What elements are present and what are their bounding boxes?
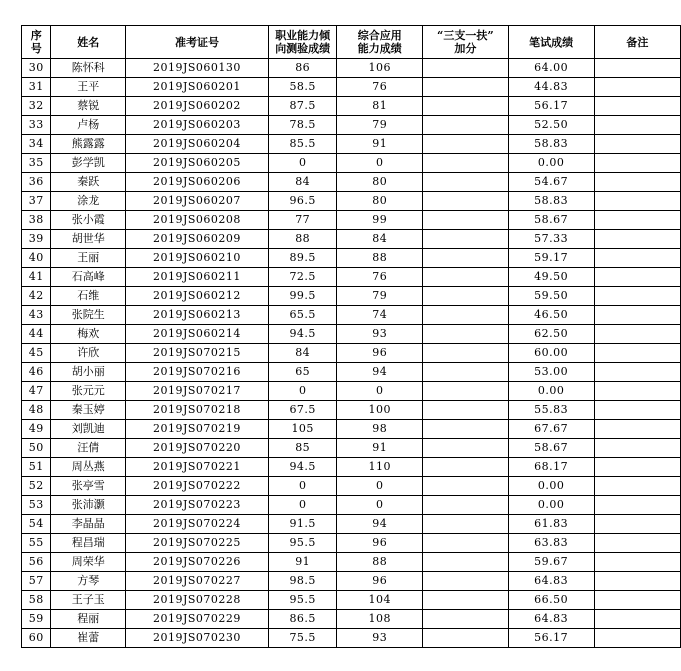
cell-name: 卢杨 xyxy=(51,116,125,135)
cell-comprehensive: 104 xyxy=(337,591,423,610)
cell-remarks xyxy=(594,458,680,477)
cell-written: 56.17 xyxy=(508,629,594,648)
cell-written: 63.83 xyxy=(508,534,594,553)
header-seq xyxy=(22,26,51,59)
cell-exam-id: 2019JS070218 xyxy=(125,401,268,420)
cell-comprehensive: 94 xyxy=(337,363,423,382)
cell-comprehensive: 80 xyxy=(337,192,423,211)
cell-comprehensive: 80 xyxy=(337,173,423,192)
cell-bonus xyxy=(423,439,509,458)
cell-exam-id: 2019JS060130 xyxy=(125,59,268,78)
cell-written: 64.83 xyxy=(508,572,594,591)
cell-written: 57.33 xyxy=(508,230,594,249)
cell-seq: 54 xyxy=(22,515,51,534)
cell-aptitude: 96.5 xyxy=(268,192,336,211)
cell-aptitude: 0 xyxy=(268,382,336,401)
cell-written: 61.83 xyxy=(508,515,594,534)
cell-seq: 44 xyxy=(22,325,51,344)
cell-remarks xyxy=(594,268,680,287)
cell-name: 涂龙 xyxy=(51,192,125,211)
cell-name: 刘凯迪 xyxy=(51,420,125,439)
cell-comprehensive: 100 xyxy=(337,401,423,420)
cell-written: 52.50 xyxy=(508,116,594,135)
table-row xyxy=(22,154,681,173)
cell-name: 熊露露 xyxy=(51,135,125,154)
cell-bonus xyxy=(423,515,509,534)
cell-comprehensive: 91 xyxy=(337,135,423,154)
header-aptitude-line1: 职业能力倾 xyxy=(275,29,331,42)
cell-written: 68.17 xyxy=(508,458,594,477)
cell-name: 石高峰 xyxy=(51,268,125,287)
cell-remarks xyxy=(594,249,680,268)
cell-seq: 31 xyxy=(22,78,51,97)
cell-written: 62.50 xyxy=(508,325,594,344)
table-row xyxy=(22,211,681,230)
cell-written: 58.67 xyxy=(508,211,594,230)
cell-name: 秦玉婷 xyxy=(51,401,125,420)
cell-bonus xyxy=(423,192,509,211)
header-bonus-line1: “三支一扶” xyxy=(437,29,494,42)
cell-exam-id: 2019JS060214 xyxy=(125,325,268,344)
cell-name: 程昌瑞 xyxy=(51,534,125,553)
cell-bonus xyxy=(423,287,509,306)
cell-comprehensive: 106 xyxy=(337,59,423,78)
cell-seq: 36 xyxy=(22,173,51,192)
cell-remarks xyxy=(594,211,680,230)
cell-name: 王子玉 xyxy=(51,591,125,610)
cell-written: 60.00 xyxy=(508,344,594,363)
table-body xyxy=(22,59,681,648)
cell-name: 蔡锐 xyxy=(51,97,125,116)
cell-exam-id: 2019JS060207 xyxy=(125,192,268,211)
table-row xyxy=(22,477,681,496)
score-table xyxy=(21,25,681,648)
cell-seq: 33 xyxy=(22,116,51,135)
cell-seq: 35 xyxy=(22,154,51,173)
table-row xyxy=(22,344,681,363)
header-seq-line2: 号 xyxy=(30,42,42,55)
cell-written: 66.50 xyxy=(508,591,594,610)
table-row xyxy=(22,439,681,458)
cell-comprehensive: 88 xyxy=(337,249,423,268)
cell-seq: 55 xyxy=(22,534,51,553)
cell-remarks xyxy=(594,420,680,439)
cell-exam-id: 2019JS070221 xyxy=(125,458,268,477)
cell-exam-id: 2019JS060202 xyxy=(125,97,268,116)
cell-bonus xyxy=(423,249,509,268)
cell-aptitude: 105 xyxy=(268,420,336,439)
cell-name: 周荣华 xyxy=(51,553,125,572)
cell-seq: 30 xyxy=(22,59,51,78)
cell-seq: 45 xyxy=(22,344,51,363)
cell-bonus xyxy=(423,154,509,173)
cell-aptitude: 84 xyxy=(268,173,336,192)
header-comprehensive-line2: 能力成绩 xyxy=(357,42,402,55)
cell-name: 崔蕾 xyxy=(51,629,125,648)
header-name: 姓名 xyxy=(51,26,125,59)
cell-written: 59.50 xyxy=(508,287,594,306)
cell-aptitude: 65.5 xyxy=(268,306,336,325)
cell-aptitude: 75.5 xyxy=(268,629,336,648)
cell-bonus xyxy=(423,401,509,420)
cell-comprehensive: 76 xyxy=(337,268,423,287)
table-row xyxy=(22,553,681,572)
table-row xyxy=(22,591,681,610)
cell-bonus xyxy=(423,591,509,610)
cell-bonus xyxy=(423,78,509,97)
cell-remarks xyxy=(594,306,680,325)
cell-exam-id: 2019JS060211 xyxy=(125,268,268,287)
table-row xyxy=(22,230,681,249)
cell-bonus xyxy=(423,268,509,287)
cell-exam-id: 2019JS060212 xyxy=(125,287,268,306)
cell-name: 方琴 xyxy=(51,572,125,591)
cell-remarks xyxy=(594,629,680,648)
cell-exam-id: 2019JS070226 xyxy=(125,553,268,572)
cell-seq: 57 xyxy=(22,572,51,591)
cell-written: 64.83 xyxy=(508,610,594,629)
cell-seq: 52 xyxy=(22,477,51,496)
cell-remarks xyxy=(594,591,680,610)
cell-name: 陈怀科 xyxy=(51,59,125,78)
cell-seq: 60 xyxy=(22,629,51,648)
cell-written: 54.67 xyxy=(508,173,594,192)
cell-name: 彭学凯 xyxy=(51,154,125,173)
cell-remarks xyxy=(594,78,680,97)
cell-aptitude: 87.5 xyxy=(268,97,336,116)
cell-seq: 40 xyxy=(22,249,51,268)
cell-remarks xyxy=(594,401,680,420)
cell-name: 胡小丽 xyxy=(51,363,125,382)
cell-seq: 37 xyxy=(22,192,51,211)
cell-bonus xyxy=(423,173,509,192)
cell-aptitude: 78.5 xyxy=(268,116,336,135)
table-row xyxy=(22,97,681,116)
cell-exam-id: 2019JS070217 xyxy=(125,382,268,401)
cell-name: 秦跃 xyxy=(51,173,125,192)
cell-seq: 46 xyxy=(22,363,51,382)
header-bonus xyxy=(423,26,509,59)
cell-written: 67.67 xyxy=(508,420,594,439)
cell-exam-id: 2019JS070227 xyxy=(125,572,268,591)
cell-exam-id: 2019JS060208 xyxy=(125,211,268,230)
cell-comprehensive: 96 xyxy=(337,344,423,363)
table-row xyxy=(22,610,681,629)
cell-aptitude: 89.5 xyxy=(268,249,336,268)
cell-written: 0.00 xyxy=(508,382,594,401)
table-row xyxy=(22,515,681,534)
cell-remarks xyxy=(594,515,680,534)
cell-comprehensive: 79 xyxy=(337,116,423,135)
cell-remarks xyxy=(594,135,680,154)
cell-name: 张亭雪 xyxy=(51,477,125,496)
cell-seq: 32 xyxy=(22,97,51,116)
cell-comprehensive: 0 xyxy=(337,382,423,401)
cell-written: 55.83 xyxy=(508,401,594,420)
cell-seq: 51 xyxy=(22,458,51,477)
cell-name: 张元元 xyxy=(51,382,125,401)
cell-comprehensive: 79 xyxy=(337,287,423,306)
cell-written: 58.67 xyxy=(508,439,594,458)
cell-bonus xyxy=(423,230,509,249)
cell-exam-id: 2019JS060213 xyxy=(125,306,268,325)
cell-exam-id: 2019JS060204 xyxy=(125,135,268,154)
cell-comprehensive: 0 xyxy=(337,477,423,496)
cell-exam-id: 2019JS070219 xyxy=(125,420,268,439)
cell-exam-id: 2019JS060203 xyxy=(125,116,268,135)
table-row xyxy=(22,534,681,553)
cell-comprehensive: 98 xyxy=(337,420,423,439)
cell-written: 58.83 xyxy=(508,192,594,211)
cell-bonus xyxy=(423,458,509,477)
cell-remarks xyxy=(594,192,680,211)
cell-seq: 39 xyxy=(22,230,51,249)
cell-comprehensive: 76 xyxy=(337,78,423,97)
table-row xyxy=(22,629,681,648)
table-row xyxy=(22,78,681,97)
table-row xyxy=(22,420,681,439)
cell-seq: 49 xyxy=(22,420,51,439)
cell-bonus xyxy=(423,306,509,325)
header-comprehensive xyxy=(337,26,423,59)
cell-bonus xyxy=(423,116,509,135)
cell-aptitude: 0 xyxy=(268,154,336,173)
cell-aptitude: 85 xyxy=(268,439,336,458)
cell-written: 46.50 xyxy=(508,306,594,325)
table-row xyxy=(22,116,681,135)
table-row xyxy=(22,363,681,382)
cell-name: 张沛灏 xyxy=(51,496,125,515)
cell-comprehensive: 96 xyxy=(337,534,423,553)
cell-exam-id: 2019JS070222 xyxy=(125,477,268,496)
cell-remarks xyxy=(594,344,680,363)
header-aptitude-line2: 向测验成绩 xyxy=(275,42,331,55)
cell-written: 56.17 xyxy=(508,97,594,116)
cell-bonus xyxy=(423,97,509,116)
cell-aptitude: 86.5 xyxy=(268,610,336,629)
cell-exam-id: 2019JS070230 xyxy=(125,629,268,648)
cell-written: 58.83 xyxy=(508,135,594,154)
cell-aptitude: 91.5 xyxy=(268,515,336,534)
cell-seq: 59 xyxy=(22,610,51,629)
cell-name: 石维 xyxy=(51,287,125,306)
cell-bonus xyxy=(423,325,509,344)
table-row xyxy=(22,325,681,344)
cell-exam-id: 2019JS070224 xyxy=(125,515,268,534)
cell-remarks xyxy=(594,173,680,192)
cell-exam-id: 2019JS060209 xyxy=(125,230,268,249)
cell-remarks xyxy=(594,97,680,116)
cell-aptitude: 77 xyxy=(268,211,336,230)
cell-comprehensive: 0 xyxy=(337,154,423,173)
cell-comprehensive: 94 xyxy=(337,515,423,534)
cell-exam-id: 2019JS070223 xyxy=(125,496,268,515)
cell-name: 梅欢 xyxy=(51,325,125,344)
cell-written: 44.83 xyxy=(508,78,594,97)
cell-remarks xyxy=(594,477,680,496)
cell-comprehensive: 88 xyxy=(337,553,423,572)
cell-remarks xyxy=(594,610,680,629)
cell-exam-id: 2019JS060206 xyxy=(125,173,268,192)
cell-bonus xyxy=(423,59,509,78)
cell-aptitude: 85.5 xyxy=(268,135,336,154)
cell-aptitude: 67.5 xyxy=(268,401,336,420)
cell-name: 周丛燕 xyxy=(51,458,125,477)
cell-comprehensive: 93 xyxy=(337,629,423,648)
header-bonus-line2: 加分 xyxy=(454,42,477,55)
cell-remarks xyxy=(594,287,680,306)
cell-seq: 43 xyxy=(22,306,51,325)
cell-comprehensive: 99 xyxy=(337,211,423,230)
cell-bonus xyxy=(423,363,509,382)
cell-comprehensive: 0 xyxy=(337,496,423,515)
cell-remarks xyxy=(594,116,680,135)
cell-name: 胡世华 xyxy=(51,230,125,249)
cell-remarks xyxy=(594,572,680,591)
cell-aptitude: 0 xyxy=(268,496,336,515)
cell-written: 0.00 xyxy=(508,154,594,173)
cell-written: 0.00 xyxy=(508,477,594,496)
header-seq-line1: 序 xyxy=(30,29,42,42)
cell-bonus xyxy=(423,534,509,553)
cell-aptitude: 88 xyxy=(268,230,336,249)
cell-comprehensive: 93 xyxy=(337,325,423,344)
header-comprehensive-line1: 综合应用 xyxy=(357,29,402,42)
cell-name: 王丽 xyxy=(51,249,125,268)
table-row xyxy=(22,287,681,306)
cell-aptitude: 84 xyxy=(268,344,336,363)
cell-aptitude: 86 xyxy=(268,59,336,78)
cell-name: 王平 xyxy=(51,78,125,97)
cell-name: 张小霞 xyxy=(51,211,125,230)
cell-remarks xyxy=(594,553,680,572)
header-exam-id: 准考证号 xyxy=(125,26,268,59)
cell-aptitude: 91 xyxy=(268,553,336,572)
cell-seq: 47 xyxy=(22,382,51,401)
cell-remarks xyxy=(594,59,680,78)
cell-aptitude: 65 xyxy=(268,363,336,382)
table-row xyxy=(22,306,681,325)
cell-exam-id: 2019JS070220 xyxy=(125,439,268,458)
cell-written: 0.00 xyxy=(508,496,594,515)
table-row xyxy=(22,458,681,477)
cell-exam-id: 2019JS060205 xyxy=(125,154,268,173)
cell-comprehensive: 74 xyxy=(337,306,423,325)
cell-name: 许欣 xyxy=(51,344,125,363)
cell-remarks xyxy=(594,382,680,401)
cell-aptitude: 0 xyxy=(268,477,336,496)
cell-remarks xyxy=(594,439,680,458)
cell-exam-id: 2019JS070216 xyxy=(125,363,268,382)
cell-bonus xyxy=(423,629,509,648)
cell-written: 59.67 xyxy=(508,553,594,572)
cell-written: 64.00 xyxy=(508,59,594,78)
cell-bonus xyxy=(423,610,509,629)
cell-exam-id: 2019JS070225 xyxy=(125,534,268,553)
table-row xyxy=(22,572,681,591)
cell-aptitude: 95.5 xyxy=(268,591,336,610)
header-remarks: 备注 xyxy=(594,26,680,59)
cell-seq: 58 xyxy=(22,591,51,610)
cell-aptitude: 94.5 xyxy=(268,458,336,477)
cell-remarks xyxy=(594,154,680,173)
table-row xyxy=(22,59,681,78)
cell-name: 程丽 xyxy=(51,610,125,629)
cell-comprehensive: 108 xyxy=(337,610,423,629)
cell-aptitude: 99.5 xyxy=(268,287,336,306)
cell-seq: 50 xyxy=(22,439,51,458)
table-row xyxy=(22,173,681,192)
cell-remarks xyxy=(594,496,680,515)
cell-exam-id: 2019JS070215 xyxy=(125,344,268,363)
cell-aptitude: 98.5 xyxy=(268,572,336,591)
table-row xyxy=(22,192,681,211)
cell-aptitude: 72.5 xyxy=(268,268,336,287)
cell-name: 汪倩 xyxy=(51,439,125,458)
cell-bonus xyxy=(423,382,509,401)
cell-bonus xyxy=(423,572,509,591)
cell-aptitude: 95.5 xyxy=(268,534,336,553)
cell-seq: 48 xyxy=(22,401,51,420)
cell-exam-id: 2019JS070228 xyxy=(125,591,268,610)
cell-bonus xyxy=(423,135,509,154)
cell-written: 59.17 xyxy=(508,249,594,268)
table-row xyxy=(22,249,681,268)
cell-seq: 56 xyxy=(22,553,51,572)
cell-bonus xyxy=(423,420,509,439)
cell-bonus xyxy=(423,496,509,515)
cell-comprehensive: 96 xyxy=(337,572,423,591)
cell-comprehensive: 110 xyxy=(337,458,423,477)
cell-remarks xyxy=(594,363,680,382)
table-row xyxy=(22,401,681,420)
cell-comprehensive: 91 xyxy=(337,439,423,458)
header-written: 笔试成绩 xyxy=(508,26,594,59)
cell-remarks xyxy=(594,534,680,553)
cell-remarks xyxy=(594,325,680,344)
cell-exam-id: 2019JS070229 xyxy=(125,610,268,629)
cell-comprehensive: 84 xyxy=(337,230,423,249)
table-row xyxy=(22,496,681,515)
cell-seq: 34 xyxy=(22,135,51,154)
header-row xyxy=(22,26,681,59)
cell-seq: 38 xyxy=(22,211,51,230)
table-row xyxy=(22,268,681,287)
cell-aptitude: 58.5 xyxy=(268,78,336,97)
cell-aptitude: 94.5 xyxy=(268,325,336,344)
cell-name: 李晶晶 xyxy=(51,515,125,534)
table-row xyxy=(22,382,681,401)
header-aptitude xyxy=(268,26,336,59)
cell-seq: 41 xyxy=(22,268,51,287)
cell-seq: 42 xyxy=(22,287,51,306)
table-row xyxy=(22,135,681,154)
cell-exam-id: 2019JS060201 xyxy=(125,78,268,97)
cell-bonus xyxy=(423,211,509,230)
cell-bonus xyxy=(423,344,509,363)
cell-exam-id: 2019JS060210 xyxy=(125,249,268,268)
cell-seq: 53 xyxy=(22,496,51,515)
cell-name: 张院生 xyxy=(51,306,125,325)
cell-remarks xyxy=(594,230,680,249)
cell-written: 49.50 xyxy=(508,268,594,287)
cell-written: 53.00 xyxy=(508,363,594,382)
cell-bonus xyxy=(423,477,509,496)
cell-comprehensive: 81 xyxy=(337,97,423,116)
cell-bonus xyxy=(423,553,509,572)
